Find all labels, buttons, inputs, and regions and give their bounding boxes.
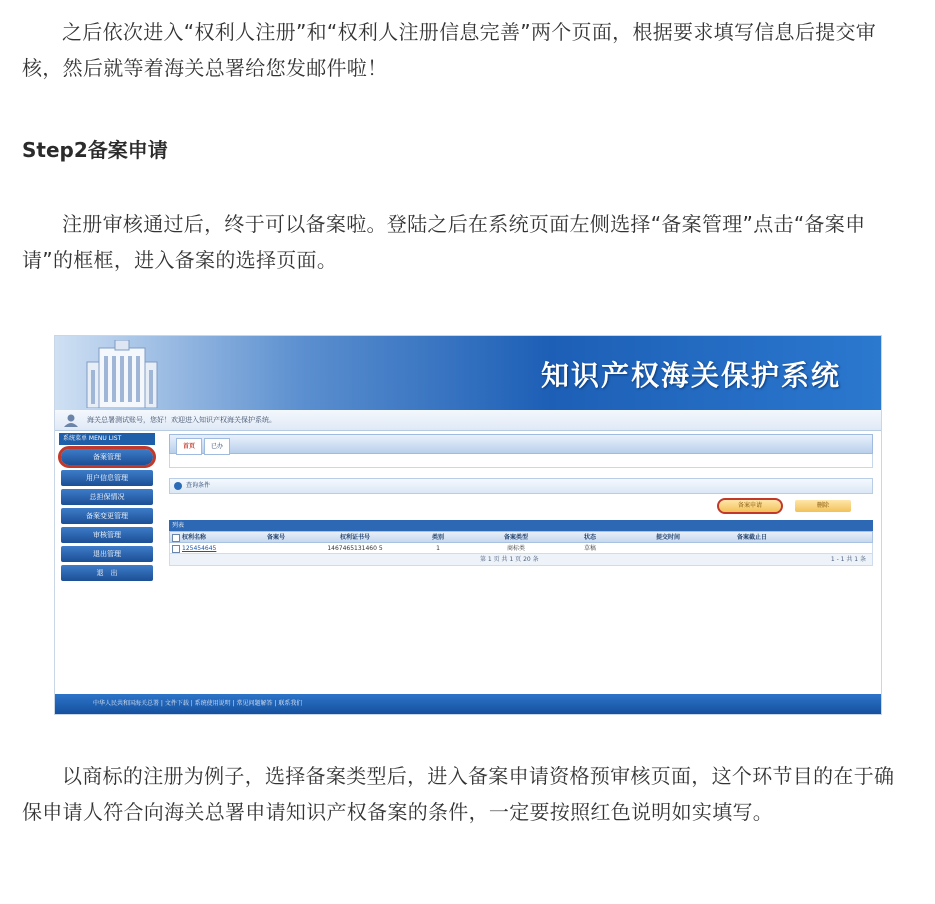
tab-bar <box>169 434 873 454</box>
sidebar-header: 系统菜单 MENU LIST <box>59 433 155 445</box>
right-name-link[interactable]: 125454645 <box>182 545 217 552</box>
example-paragraph: 以商标的注册为例子，选择备案类型后，进入备案申请资格预审核页面，这个环节目的在于确保申请人符合向海关总署申请知识产权备案的条件，一定要按照红色说明如实填写。 <box>22 764 895 824</box>
tab-done[interactable]: 已办 <box>204 438 230 455</box>
tab-body <box>169 454 873 468</box>
table-row[interactable] <box>169 543 873 554</box>
column-header: 权利名称 <box>182 534 207 541</box>
table-cell: 1467465131460 5 <box>327 545 383 552</box>
column-header: 类别 <box>431 534 444 541</box>
table-cell <box>240 543 312 553</box>
system-sidebar <box>55 431 159 693</box>
select-all-checkbox[interactable] <box>170 532 182 542</box>
sidebar-item-filing-management[interactable]: 备案管理 <box>61 449 153 465</box>
column-header: 提交时间 <box>655 534 680 541</box>
footer-links[interactable]: 中华人民共和国海关总署 | 文件下载 | 系统使用说明 | 常见问题解答 | 联系我们 <box>93 700 303 707</box>
table-cell: 商标类 <box>506 545 525 552</box>
sidebar-item-guarantee[interactable]: 总担保情况 <box>61 489 153 505</box>
query-section-title: 查询条件 <box>186 482 211 489</box>
welcome-bar <box>55 410 881 431</box>
table-cell <box>710 543 794 553</box>
column-header: 备案号 <box>266 534 285 541</box>
grid-title: 列表 <box>169 520 873 531</box>
pagination-summary: 1 - 1 共 1 条 <box>830 556 866 563</box>
column-header: 权利证书号 <box>339 534 370 541</box>
system-title: 知识产权海关保护系统 <box>540 359 841 392</box>
step2-paragraph: 注册审核通过后，终于可以备案啦。登陆之后在系统页面左侧选择“备案管理”点击“备案申请”的框框，进入备案的选择页面。 <box>22 212 866 272</box>
user-icon <box>63 413 79 427</box>
row-checkbox[interactable] <box>170 543 182 553</box>
delete-button[interactable]: 删除 <box>795 500 851 512</box>
sidebar-item-user-info[interactable]: 用户信息管理 <box>61 470 153 486</box>
system-screenshot-figure <box>54 335 882 715</box>
pagination-bar <box>169 554 873 566</box>
pagination-controls[interactable]: 第 1 页 共 1 页 20 条 <box>480 556 539 563</box>
system-banner <box>55 336 881 410</box>
intro-paragraph: 之后依次进入“权利人注册”和“权利人注册信息完善”两个页面，根据要求填写信息后提交审核，然后就等着海关总署给您发邮件啦！ <box>22 20 877 80</box>
sidebar-item-exit-management[interactable]: 退出管理 <box>61 546 153 562</box>
query-section-header <box>169 478 873 494</box>
sidebar-item-logout[interactable]: 退 出 <box>61 565 153 581</box>
sidebar-item-review[interactable]: 审核管理 <box>61 527 153 543</box>
table-cell: 草稿 <box>583 545 596 552</box>
building-icon <box>77 340 167 408</box>
column-header: 备案截止日 <box>736 534 767 541</box>
table-cell <box>626 543 710 553</box>
column-header: 状态 <box>583 534 596 541</box>
table-cell: 1 <box>436 545 440 552</box>
sidebar-item-filing-change[interactable]: 备案变更管理 <box>61 508 153 524</box>
section-heading: Step2备案申请 <box>22 138 168 162</box>
column-header: 备案类型 <box>503 534 528 541</box>
welcome-text: 海关总署测试账号，您好！欢迎进入知识产权海关保护系统。 <box>87 416 276 424</box>
system-footer <box>55 694 881 714</box>
grid-header <box>169 531 873 543</box>
filing-apply-button[interactable]: 备案申请 <box>719 500 781 512</box>
tab-home[interactable]: 首页 <box>176 438 202 455</box>
system-main-panel <box>169 434 873 694</box>
section-bullet-icon <box>174 482 182 490</box>
